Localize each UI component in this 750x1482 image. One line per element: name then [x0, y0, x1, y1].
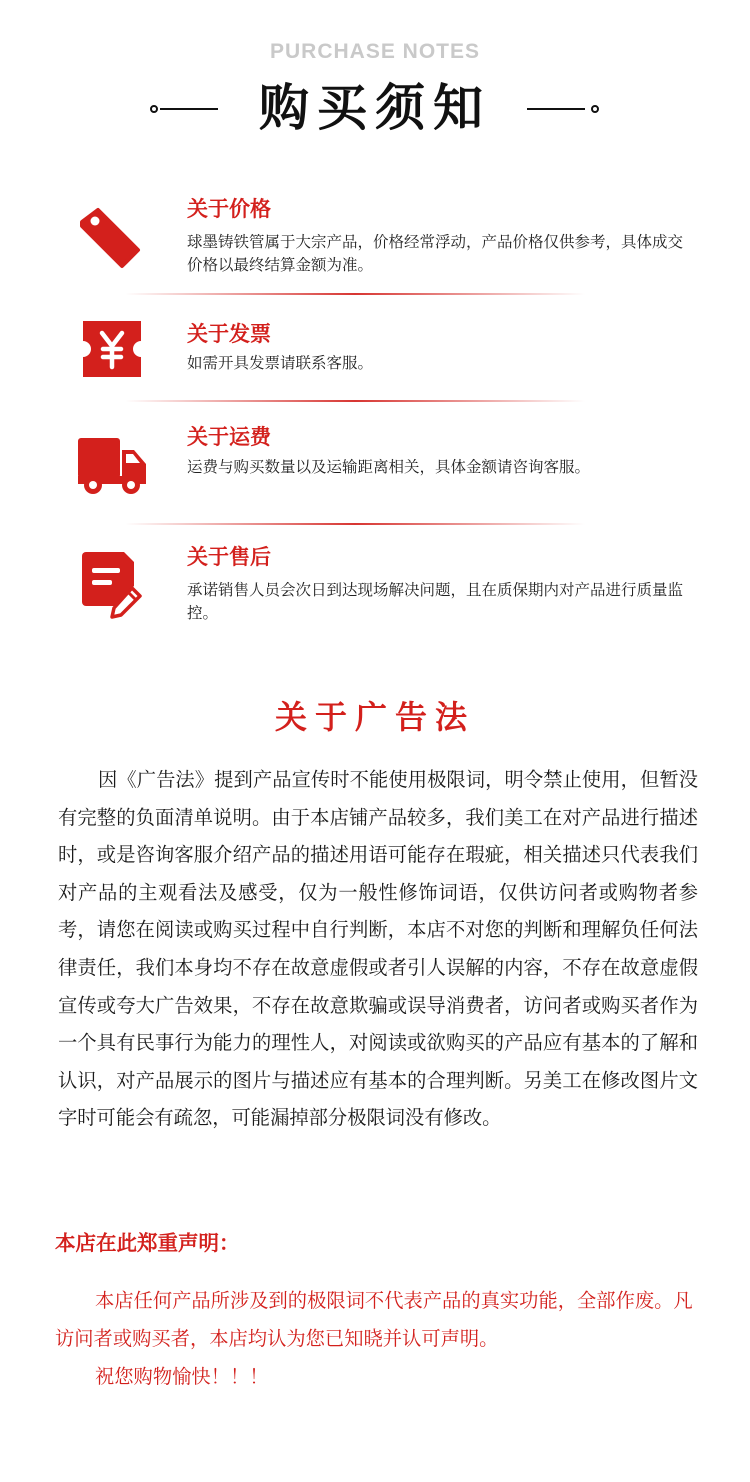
- title-decoration-right: [527, 105, 599, 113]
- divider: [125, 400, 585, 402]
- closing-wish: 祝您购物愉快！！！: [95, 1365, 269, 1388]
- yuan-ticket-icon: [76, 315, 148, 387]
- section-title: 关于运费: [187, 425, 271, 449]
- section-title: 关于售后: [187, 545, 271, 569]
- section-body: 球墨铸铁管属于大宗产品，价格经常浮动，产品价格仅供参考，具体成交价格以最终结算金额为准。: [187, 233, 684, 274]
- section-body: 如需开具发票请联系客服。: [187, 354, 374, 372]
- title-row: [0, 78, 750, 138]
- divider: [125, 523, 585, 525]
- ad-law-body: 因《广告法》提到产品宣传时不能使用极限词，明令禁止使用，但暂没有完整的负面清单说明。由于本店铺产品较多，我们美工在对产品进行描述时，或是咨询客服介绍产品的描述用语可能存在瑕疵，相关描述只代表我们对产品的主观看法及感受，仅为一般性修饰词语，仅供访问者或购物者参考，请您在阅读或购买过程中自行判断，本店不对您的判断和理解负任何法律责任，我们本身均不存在故意虚假或者引人误解的内容，不存在故意虚假宣传或夸大广告效果，不存在故意欺骗或误导消费者，访问者或购买者作为一个具有民事行为能力的理性人，对阅读或欲购买的产品应有基本的了解和认识，对产品展示的图片与描述应有基本的合理判断。另美工在修改图片文字时可能会有疏忽，可能漏掉部分极限词没有修改。: [58, 768, 698, 1130]
- declaration-title: 本店在此郑重声明：: [55, 1231, 240, 1255]
- page-subtitle: PURCHASE NOTES: [269, 40, 481, 63]
- delivery-truck-icon: [76, 432, 148, 504]
- section-body: 承诺销售人员会次日到达现场解决问题，且在质保期内对产品进行质量监控。: [187, 581, 684, 622]
- section-title: 关于价格: [187, 197, 271, 221]
- document-edit-icon: [76, 548, 148, 620]
- page-title: 购买须知: [259, 79, 491, 137]
- section-title: 关于发票: [187, 322, 271, 346]
- divider: [125, 293, 585, 295]
- declaration-body: 本店任何产品所涉及到的极限词不代表产品的真实功能，全部作废。凡访问者或购买者，本店均认为您已知晓并认可声明。: [55, 1289, 693, 1350]
- price-tag-icon: [76, 204, 148, 276]
- section-body: 运费与购买数量以及运输距离相关，具体金额请咨询客服。: [187, 458, 591, 476]
- ad-law-title: 关于广告法: [274, 698, 475, 736]
